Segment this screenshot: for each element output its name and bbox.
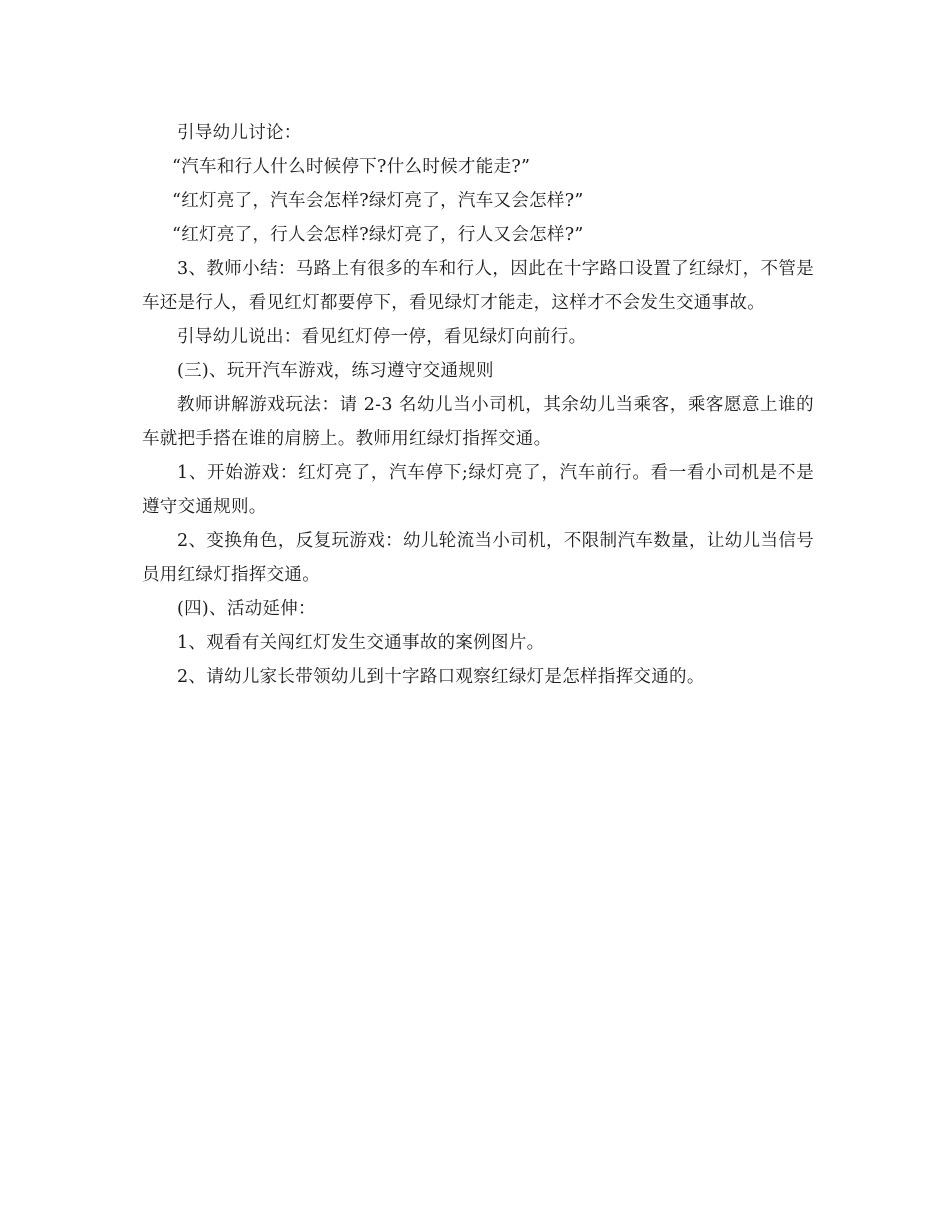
section-heading-4: (四)、活动延伸： — [177, 599, 316, 619]
paragraph-start-game: 1、开始游戏：红灯亮了，汽车停下;绿灯亮了，汽车前行。看一看小司机是不是遵守交通规则。 — [142, 463, 814, 517]
paragraph-question-2: “红灯亮了，汽车会怎样?绿灯亮了，汽车又会怎样?” — [172, 191, 584, 211]
paragraph-guide-children: 引导幼儿说出：看见红灯停一停，看见绿灯向前行。 — [177, 327, 587, 347]
document-body — [142, 116, 814, 694]
paragraph-extension-2: 2、请幼儿家长带领幼儿到十字路口观察红绿灯是怎样指挥交通的。 — [177, 667, 705, 687]
paragraph-extension-1: 1、观看有关闯红灯发生交通事故的案例图片。 — [177, 633, 545, 653]
paragraph-discussion-intro: 引导幼儿讨论： — [177, 123, 302, 143]
paragraph-question-3: “红灯亮了，行人会怎样?绿灯亮了，行人又会怎样?” — [172, 225, 584, 245]
paragraph-question-1: “汽车和行人什么时候停下?什么时候才能走?” — [172, 157, 531, 177]
paragraph-switch-roles: 2、变换角色，反复玩游戏：幼儿轮流当小司机，不限制汽车数量，让幼儿当信号员用红绿灯指挥交通。 — [142, 531, 814, 585]
paragraph-game-rules: 教师讲解游戏玩法：请 2-3 名幼儿当小司机，其余幼儿当乘客，乘客愿意上谁的车就把手搭在谁的肩膀上。教师用红绿灯指挥交通。 — [142, 395, 814, 449]
section-heading-3: (三)、玩开汽车游戏，练习遵守交通规则 — [177, 361, 494, 381]
paragraph-teacher-summary: 3、教师小结：马路上有很多的车和行人，因此在十字路口设置了红绿灯，不管是车还是行人，看见红灯都要停下，看见绿灯才能走，这样才不会发生交通事故。 — [142, 259, 814, 313]
